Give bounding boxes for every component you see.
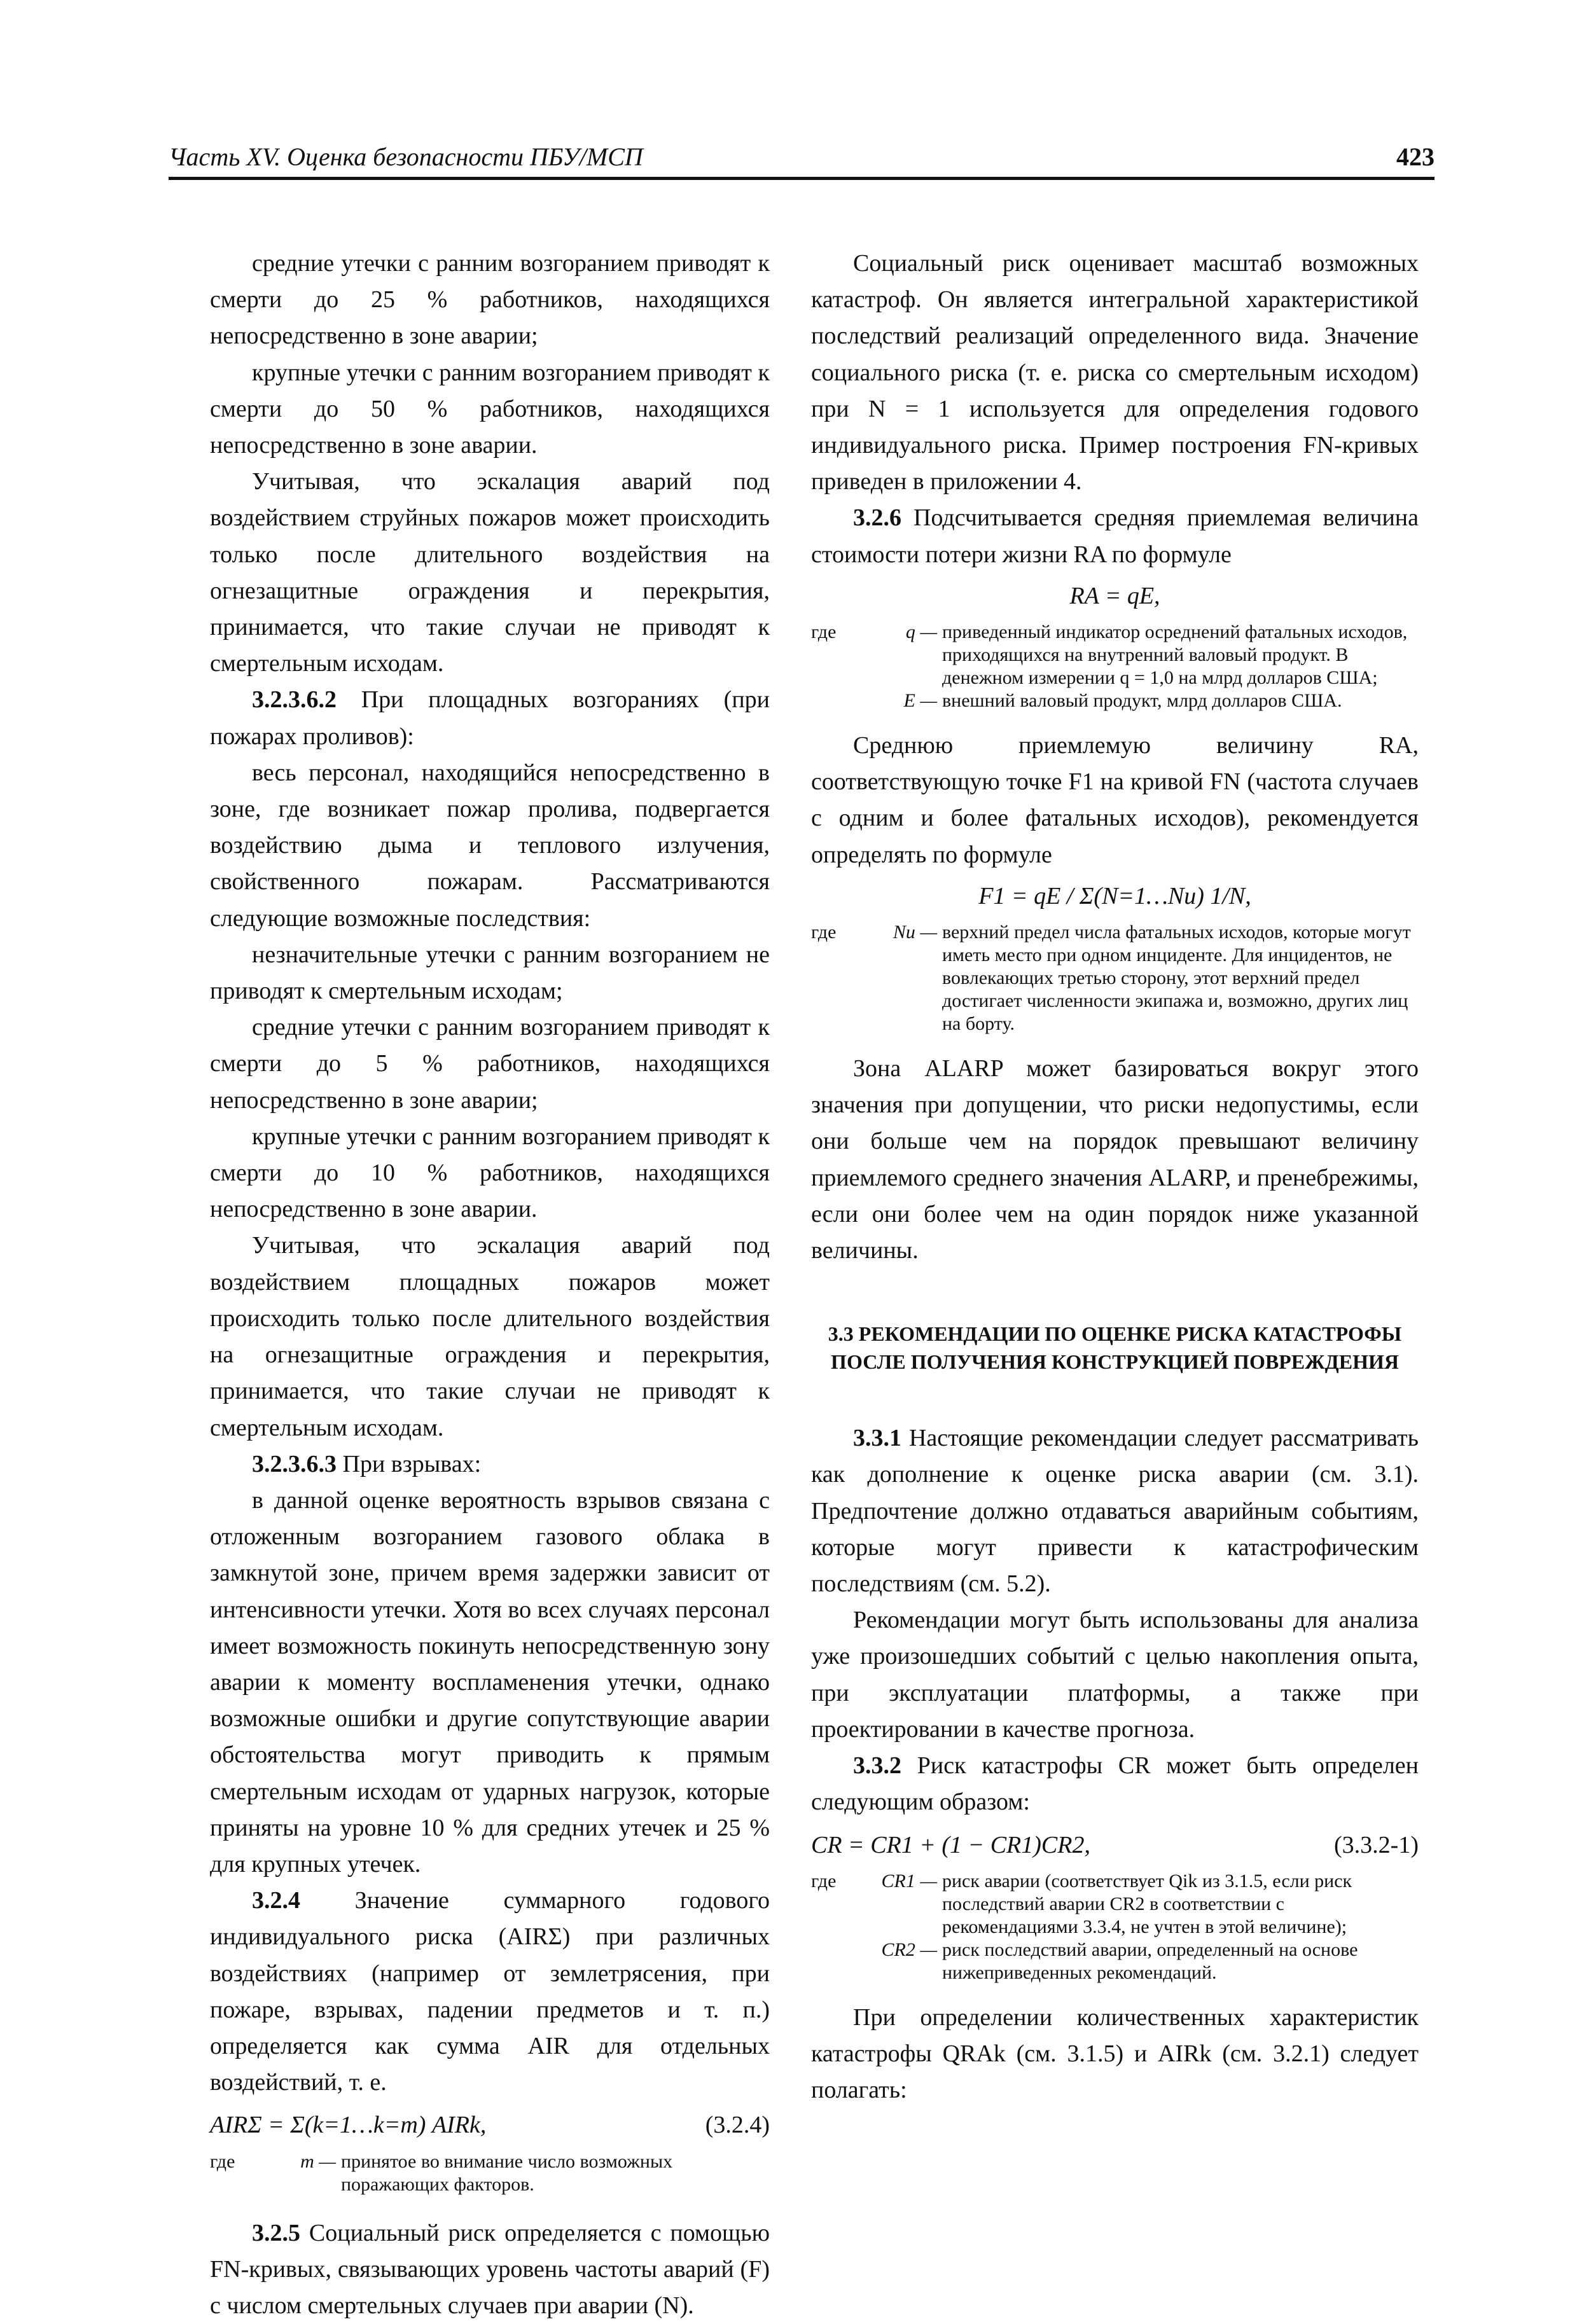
legend-symbol: q —	[905, 621, 937, 643]
formula-air-sum	[210, 2107, 770, 2143]
formula-ra: RA = qE,	[1069, 582, 1160, 609]
paragraph: Рекомендации могут быть использованы для анализа уже произошедших событий с целью накопления опыта, при эксплуатации платформы, а также при проектировании в качестве прогноза.	[811, 1607, 1419, 1743]
paragraph: При определении количественных характеристик катастрофы QRAk (см. 3.1.5) и AIRk (см. 3.2.1) следует полагать:	[811, 2003, 1419, 2104]
formula-cr	[811, 1827, 1419, 1864]
legend-symbol: Nu —	[893, 922, 937, 943]
paragraph	[210, 1883, 770, 2101]
clause-number: 3.2.5	[252, 2219, 300, 2246]
paragraph: в данной оценке вероятность взрывов связана с отложенным возгоранием газового облака в замкнутой зоне, причем время задержки зависит от интенсивности утечки. Хотя во всех случаях персонал имеет возможность покинуть непосредственную зону аварии к моменту воспламенения утечки, однако возможные ошибки и другие сопутствующие аварии обстоятельства могут приводить к прямым смертельным исходам от ударных нагрузок, которые приняты на уровне 10 % для средних утечек и 25 % для крупных утечек.	[210, 1486, 770, 1878]
legend-definition: принятое во внимание число возможных поражающих факторов.	[341, 2150, 673, 2195]
paragraph	[811, 1420, 1419, 1602]
clause-number: 3.2.6	[853, 504, 901, 532]
legend-definition: риск последствий аварии, определенный на основе нижеприведенных рекомендаций.	[942, 1939, 1358, 1983]
running-header	[169, 139, 1435, 180]
formula-legend	[811, 621, 1419, 712]
where-label: где	[811, 621, 837, 643]
paragraph: Учитывая, что эскалация аварий под воздействием струйных пожаров может происходить только после длительного воздействия на огнезащитные ограждения и перекрытия, принимается, что такие случаи не приводят к смертельным исходам.	[210, 468, 770, 677]
legend-symbol: CR1 —	[881, 1870, 937, 1892]
right-column	[811, 246, 1419, 2108]
paragraph	[210, 682, 770, 754]
formula-text: CR = CR1 + (1 − CR1)CR2,	[811, 1831, 1090, 1858]
legend-symbol: E —	[903, 690, 937, 712]
formula-text: AIRΣ = Σ(k=1…k=m) AIRk,	[210, 2112, 487, 2139]
left-column	[210, 246, 770, 2324]
formula-legend	[811, 1870, 1419, 1984]
paragraph: весь персонал, находящийся непосредственно в зоне, где возникает пожар пролива, подвергается воздействию дыма и теплового излучения, свойственного пожарам. Рассматриваются следующие возможные последствия:	[210, 759, 770, 932]
clause-number: 3.2.3.6.3	[252, 1450, 337, 1477]
formula-number: (3.3.2-1)	[1334, 1831, 1419, 1858]
paragraph	[811, 500, 1419, 572]
clause-number: 3.3.2	[853, 1752, 901, 1780]
section-heading: 3.3 РЕКОМЕНДАЦИИ ПО ОЦЕНКЕ РИСКА КАТАСТРОФЫ ПОСЛЕ ПОЛУЧЕНИЯ КОНСТРУКЦИЕЙ ПОВРЕЖДЕНИЯ	[828, 1322, 1402, 1374]
legend-definition: риск аварии (соответствует Qik из 3.1.5, если риск последствий аварии CR2 в соответствии с рекомендациями 3.3.4, не учтен в этой величине);	[942, 1870, 1352, 1937]
legend-definition: приведенный индикатор осреднений фатальных исходов, приходящихся на внутренний валовый продукт. В денежном измерении q = 1,0 на млрд долларов США;	[942, 621, 1408, 689]
clause-text: Настоящие рекомендации следует рассматривать как дополнение к оценке риска аварии (см. 3.1). Предпочтение должно отдаваться аварийным событиям, которые могут привести к катастрофическим последствиям (см. 5.2).	[811, 1425, 1419, 1598]
clause-text: При площадных возгораниях (при пожарах проливов):	[210, 686, 770, 750]
formula-legend	[210, 2150, 770, 2196]
clause-text: Подсчитывается средняя приемлемая величина стоимости потери жизни RA по формуле	[811, 504, 1419, 568]
paragraph: Учитывая, что эскалация аварий под воздействием площадных пожаров может происходить только после длительного воздействия на огнезащитные ограждения и перекрытия, принимается, что такие случаи не приводят к смертельным исходам.	[210, 1232, 770, 1441]
legend-symbol: CR2 —	[881, 1939, 937, 1960]
legend-definition: верхний предел числа фатальных исходов, которые могут иметь место при одном инциденте. Для инцидентов, не вовлекающих третью сторону, этот верхний предел достигает численности экипажа и, возможно, других лиц на борту.	[942, 922, 1411, 1035]
paragraph: средние утечки с ранним возгоранием приводят к смерти до 5 % работников, находящихся непосредственно в зоне аварии;	[210, 1014, 770, 1114]
clause-number: 3.2.4	[252, 1887, 300, 1914]
paragraph	[811, 1748, 1419, 1820]
formula-f1: F1 = qE / Σ(N=1…Nu) 1/N,	[978, 882, 1251, 910]
paragraph: незначительные утечки с ранним возгоранием не приводят к смертельным исходам;	[210, 941, 770, 1005]
paragraph: Социальный риск оценивает масштаб возможных катастроф. Он является интегральной характеристикой последствий реализаций определенного вида. Значение социального риска (т. е. риска со смертельным исходом) при N = 1 используется для определения годового индивидуального риска. Пример построения FN-кривых приведен в приложении 4.	[811, 250, 1419, 495]
legend-definition: внешний валовый продукт, млрд долларов США.	[942, 690, 1342, 712]
clause-text: Социальный риск определяется с помощью FN-кривых, связывающих уровень частоты аварий (F) с числом смертельных случаев при аварии (N).	[210, 2219, 770, 2319]
running-title: Часть XV. Оценка безопасности ПБУ/МСП	[169, 142, 643, 171]
paragraph: средние утечки с ранним возгоранием приводят к смерти до 25 % работников, находящихся непосредственно в зоне аварии;	[210, 250, 770, 350]
clause-text: Значение суммарного годового индивидуального риска (AIRΣ) при различных воздействиях (например от землетрясения, при пожаре, взрывах, падении предметов и т. п.) определяется как сумма AIR для отдельных воздействий, т. е.	[210, 1887, 770, 2096]
paragraph	[210, 2215, 770, 2324]
where-label: где	[811, 1870, 837, 1892]
clause-number: 3.3.1	[853, 1425, 901, 1452]
paragraph: крупные утечки с ранним возгоранием приводят к смерти до 10 % работников, находящихся непосредственно в зоне аварии.	[210, 1123, 770, 1223]
clause-text: Риск катастрофы CR может быть определен следующим образом:	[811, 1752, 1419, 1816]
paragraph	[210, 1446, 770, 1483]
where-label: где	[811, 922, 837, 943]
page-number: 423	[1396, 142, 1435, 171]
legend-symbol: m —	[300, 2150, 336, 2172]
formula-legend	[811, 921, 1419, 1035]
paragraph: Зона ALARP может базироваться вокруг этого значения при допущении, что риски недопустимы, если они больше чем на порядок превышают величину приемлемого среднего значения ALARP, и пренебрежимы, если они более чем на один порядок ниже указанной величины.	[811, 1055, 1419, 1264]
paragraph: Среднюю приемлемую величину RA, соответствующую точке F1 на кривой FN (частота случаев с одним и более фатальных исходов), рекомендуется определять по формуле	[811, 732, 1419, 868]
formula-number: (3.2.4)	[705, 2112, 770, 2139]
where-label: где	[210, 2150, 235, 2172]
clause-number: 3.2.3.6.2	[252, 686, 337, 714]
clause-text: При взрывах:	[337, 1450, 482, 1477]
paragraph: крупные утечки с ранним возгоранием приводят к смерти до 50 % работников, находящихся непосредственно в зоне аварии.	[210, 359, 770, 459]
